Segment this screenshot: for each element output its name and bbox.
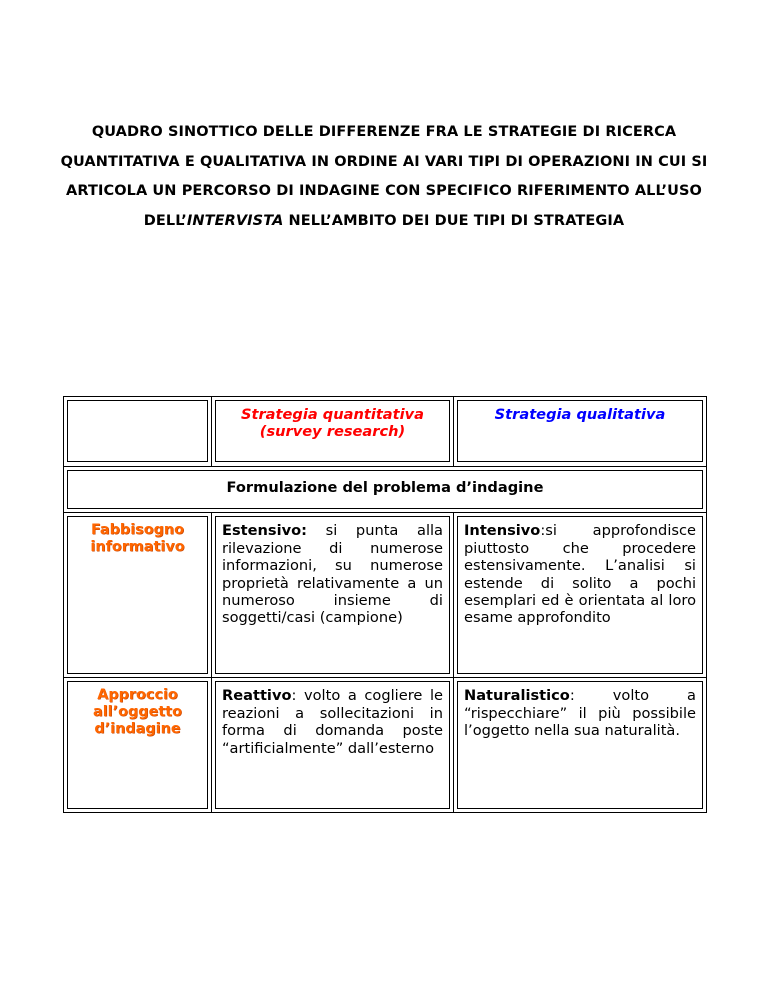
title-part-2: NELL’AMBITO DEI DUE TIPI DI STRATEGIA [283,212,625,229]
quantitative-term: Estensivo: [222,522,307,540]
qualitative-description: :si approfondisce piuttosto che procedere estensivamente. L’analisi si estende di solito a pochi esemplari ed è orientata al loro esame approfondito [464,522,696,627]
document-title [58,118,710,236]
quantitative-text [216,517,449,630]
row-label: Approccio all’oggetto d’indagine [93,687,182,738]
row-label: Fabbisogno informativo [90,522,185,556]
header-quantitative: Strategia quantitativa (survey research) [241,406,424,441]
header-qualitative: Strategia qualitativa [494,406,666,423]
qualitative-text [458,517,702,630]
row-label-cell [64,513,212,678]
quantitative-cell [212,678,454,813]
quantitative-description: si punta alla rilevazione di numerose informazioni, su numerose proprietà relativamente a un numeroso insieme di soggetti/casi (campione) [222,522,443,627]
row-label-cell [64,678,212,813]
title-emphasis: INTERVISTA [186,212,284,229]
header-quantitative-cell [212,397,454,467]
header-qualitative-cell [454,397,707,467]
synoptic-table [63,396,707,813]
table-row [64,678,707,813]
quantitative-description: : volto a cogliere le reazioni a sollecitazioni in forma di domanda poste “artificialmente” dall’esterno [222,687,443,757]
quantitative-text [216,682,449,761]
header-row [64,397,707,467]
quantitative-cell [212,513,454,678]
header-empty-cell [64,397,212,467]
section-row [64,467,707,513]
section-cell [64,467,707,513]
section-title: Formulazione del problema d’indagine [226,479,544,496]
title-part-1: QUADRO SINOTTICO DELLE DIFFERENZE FRA LE STRATEGIE DI RICERCA QUANTITATIVA E QUALITATIVA IN ORDINE AI VARI TIPI DI OPERAZIONI IN CUI SI ARTICOLA UN PERCORSO DI INDAGINE CON SPECIFICO RIFERIMENTO ALL’USO DELL’ [60,124,708,229]
qualitative-description: : volto a “rispecchiare” il più possibile l’oggetto nella sua naturalità. [464,687,696,740]
qualitative-cell [454,678,707,813]
qualitative-term: Intensivo [464,522,541,540]
table-row [64,513,707,678]
qualitative-term: Naturalistico [464,687,570,705]
qualitative-text [458,682,702,743]
quantitative-term: Reattivo [222,687,292,705]
qualitative-cell [454,513,707,678]
